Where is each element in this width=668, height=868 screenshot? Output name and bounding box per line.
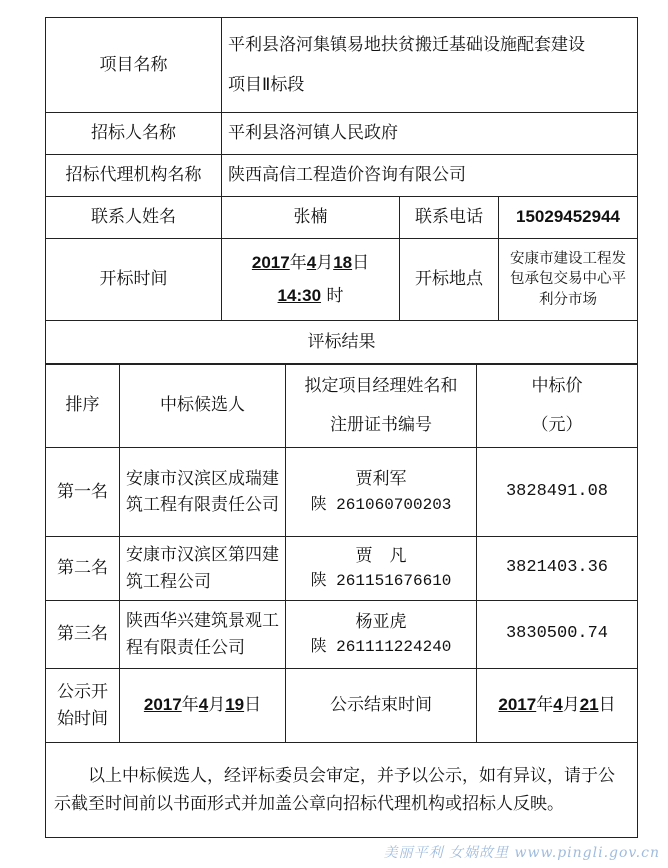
manager-cell xyxy=(286,448,477,537)
contact-label: 联系人姓名 xyxy=(46,197,222,239)
unit-month: 月 xyxy=(562,695,580,716)
table-row xyxy=(46,537,638,601)
agency-value: 陕西高信工程造价咨询有限公司 xyxy=(222,155,638,197)
opening-day: 18 xyxy=(333,253,353,273)
unit-day: 日 xyxy=(244,695,262,716)
end-month: 4 xyxy=(553,695,563,715)
table-row xyxy=(46,601,638,669)
tenderer-label: 招标人名称 xyxy=(46,113,222,155)
manager-name: 贾 凡 xyxy=(355,545,407,566)
manager-cell xyxy=(286,601,477,669)
evaluation-result-heading: 评标结果 xyxy=(46,321,638,365)
start-year: 2017 xyxy=(143,695,182,715)
publicity-start-value xyxy=(120,669,286,743)
company-cell: 安康市汉滨区成瑞建筑工程有限责任公司 xyxy=(120,448,286,537)
opening-time-value xyxy=(222,239,400,321)
unit-year: 年 xyxy=(289,253,307,274)
site-watermark: 美丽平利 女娲故里 www.pingli.gov.cn xyxy=(383,845,660,861)
unit-hour: 时 xyxy=(326,285,344,306)
opening-place-label: 开标地点 xyxy=(400,239,499,321)
unit-year: 年 xyxy=(536,695,554,716)
rank-header: 排序 xyxy=(46,364,120,448)
project-name-value xyxy=(222,18,638,113)
company-cell: 安康市汉滨区第四建筑工程公司 xyxy=(120,537,286,601)
start-month: 4 xyxy=(198,695,209,715)
manager-name: 杨亚虎 xyxy=(355,611,407,632)
unit-year: 年 xyxy=(181,695,199,716)
opening-place-value: 安康市建设工程发包承包交易中心平利分市场 xyxy=(499,239,638,321)
publicity-end-label: 公示结束时间 xyxy=(286,669,477,743)
opening-month: 4 xyxy=(306,253,317,273)
rank-cell: 第二名 xyxy=(46,537,120,601)
price-cell: 3828491.08 xyxy=(477,448,638,537)
phone-label: 联系电话 xyxy=(400,197,499,239)
manager-cert: 陕 261111224240 xyxy=(310,638,452,657)
opening-year: 2017 xyxy=(251,253,290,273)
phone-value: 15029452944 xyxy=(499,197,638,239)
tenderer-value: 平利县洛河镇人民政府 xyxy=(222,113,638,155)
unit-month: 月 xyxy=(208,695,226,716)
manager-name: 贾利军 xyxy=(355,469,407,490)
project-name-line2: 项目Ⅱ标段 xyxy=(228,75,305,95)
bid-result-table xyxy=(45,17,638,365)
table-row xyxy=(46,448,638,537)
manager-cert: 陕 261151676610 xyxy=(310,572,452,591)
manager-header-line1: 拟定项目经理姓名和 xyxy=(304,376,458,397)
opening-hour: 14:30 xyxy=(277,285,322,305)
rank-cell: 第三名 xyxy=(46,601,120,669)
candidates-table xyxy=(45,363,638,838)
project-name-line1: 平利县洛河集镇易地扶贫搬迁基础设施配套建设 xyxy=(228,34,585,55)
end-year: 2017 xyxy=(498,695,537,715)
manager-cert: 陕 261060700203 xyxy=(310,495,452,514)
company-cell: 陕西华兴建筑景观工程有限责任公司 xyxy=(120,601,286,669)
price-header-line1: 中标价 xyxy=(531,376,583,397)
opening-time-label: 开标时间 xyxy=(46,239,222,321)
end-day: 21 xyxy=(579,695,599,715)
start-day: 19 xyxy=(225,695,245,715)
price-header-line2: （元） xyxy=(531,414,583,435)
manager-cell xyxy=(286,537,477,601)
manager-header-line2: 注册证书编号 xyxy=(330,414,432,435)
unit-day: 日 xyxy=(352,253,370,274)
project-name-label: 项目名称 xyxy=(46,18,222,113)
price-header xyxy=(477,364,638,448)
publicity-end-value xyxy=(477,669,638,743)
unit-day: 日 xyxy=(598,695,616,716)
unit-month: 月 xyxy=(316,253,334,274)
publicity-start-label: 公示开始时间 xyxy=(46,669,120,743)
manager-header xyxy=(286,364,477,448)
notice-text: 以上中标候选人，经评标委员会审定，并予以公示，如有异议，请于公示截至时间前以书面形式并加盖公章向招标代理机构或招标人反映。 xyxy=(46,743,638,838)
contact-value: 张楠 xyxy=(222,197,400,239)
agency-label: 招标代理机构名称 xyxy=(46,155,222,197)
rank-cell: 第一名 xyxy=(46,448,120,537)
price-cell: 3830500.74 xyxy=(477,601,638,669)
candidate-header: 中标候选人 xyxy=(120,364,286,448)
price-cell: 3821403.36 xyxy=(477,537,638,601)
